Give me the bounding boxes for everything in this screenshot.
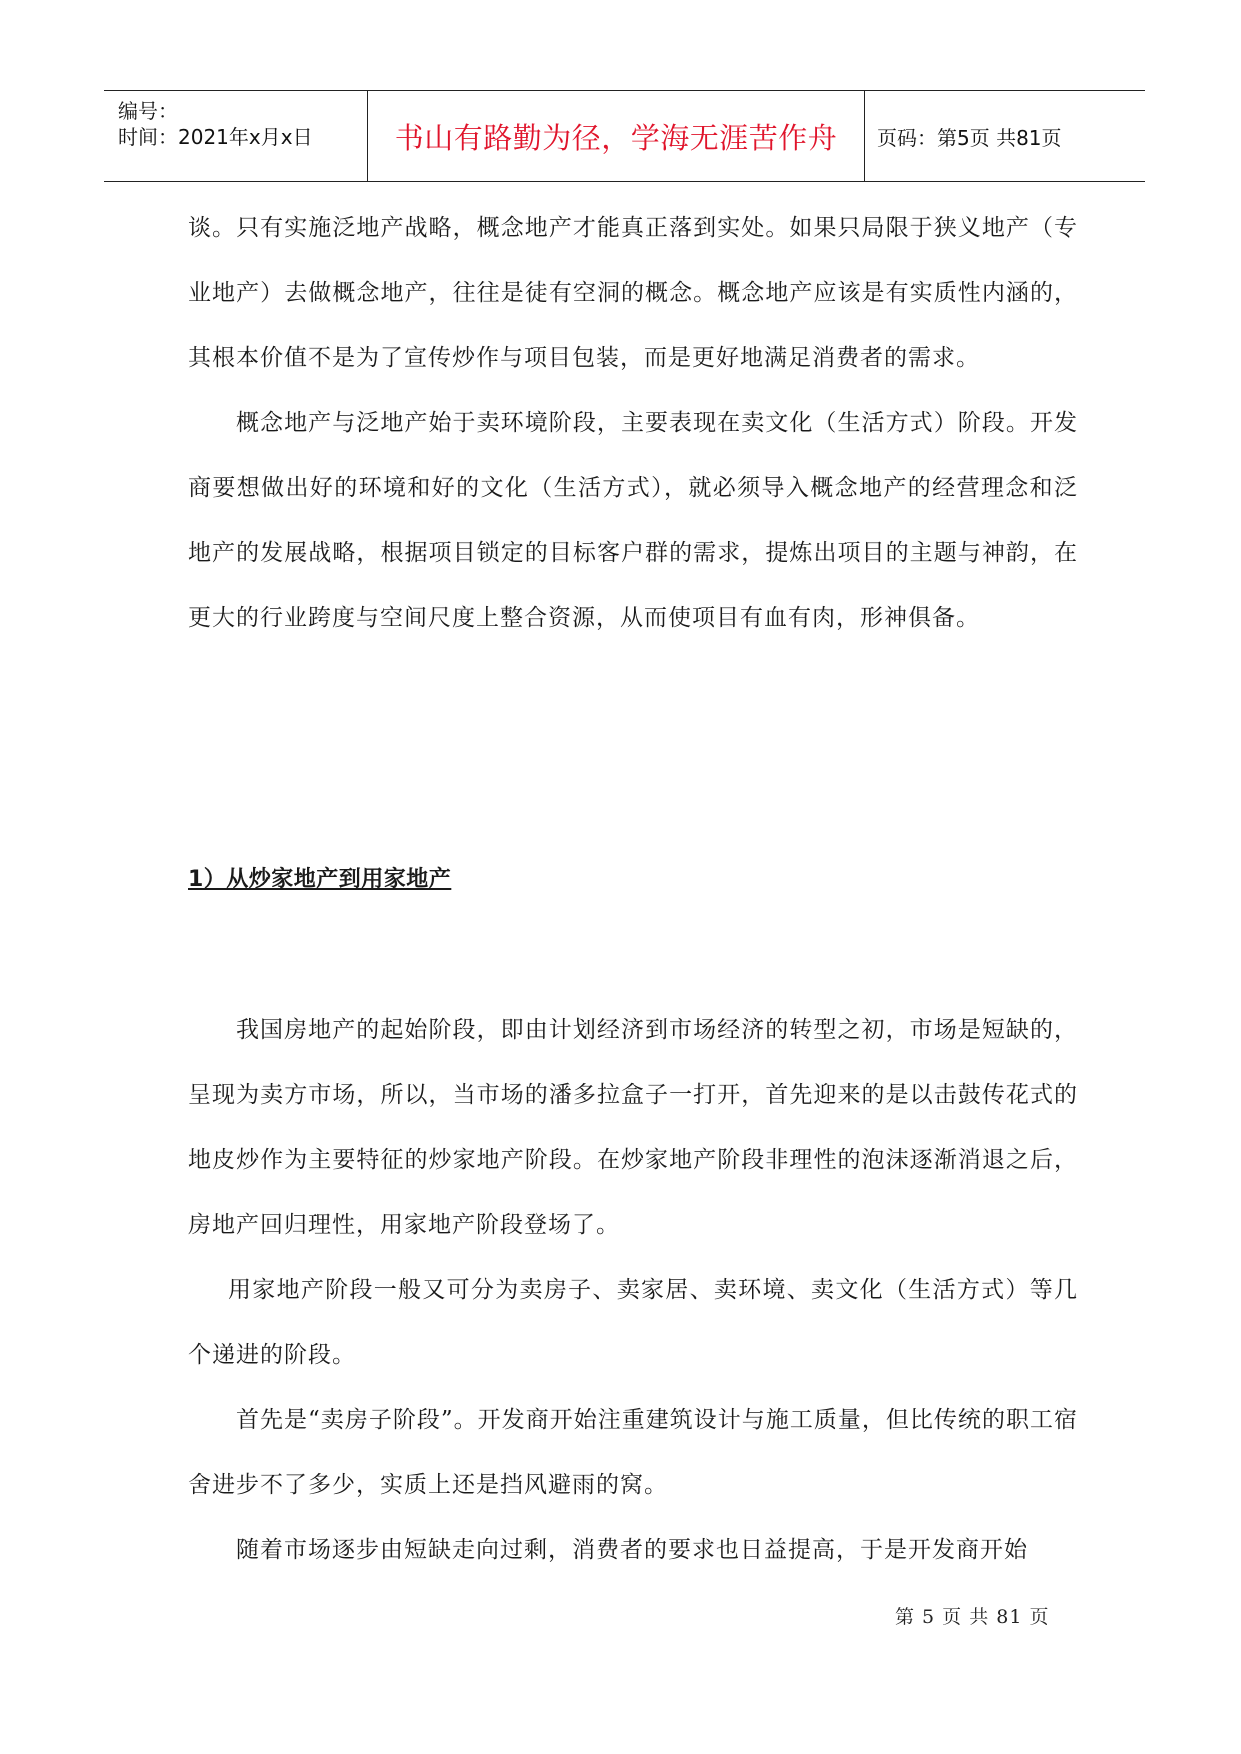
page-code-label: 页码：第5页 共81页 [877, 125, 1062, 150]
motto-text: 书山有路勤为径，学海无涯苦作舟 [394, 120, 838, 155]
section-heading [188, 862, 465, 893]
doc-number-label: 编号： [118, 99, 178, 123]
header-info-cell [104, 91, 368, 181]
paragraph: 我国房地产的起始阶段，即由计划经济到市场经济的转型之初，市场是短缺的，呈现为卖方市场，所以，当市场的潘多拉盒子一打开，首先迎来的是以击鼓传花式的地皮炒作为主要特征的炒家地产阶段。在炒家地产阶段非理性的泡沫逐渐消退之后，房地产回归理性，用家地产阶段登场了。 [188, 1017, 1078, 1238]
doc-time-label: 时间：2021年x月x日 [118, 125, 313, 149]
section-heading-text: 1）从炒家地产到用家地产 [188, 867, 452, 892]
document-header [104, 90, 1145, 182]
body-section-bottom [188, 998, 1078, 1583]
paragraph: 首先是“卖房子阶段”。开发商开始注重建筑设计与施工质量，但比传统的职工宿舍进步不了多少，实质上还是挡风避雨的窝。 [188, 1407, 1078, 1498]
paragraph: 随着市场逐步由短缺走向过剩，消费者的要求也日益提高，于是开发商开始 [236, 1537, 1028, 1563]
header-page-cell [865, 91, 1145, 181]
header-motto-cell [368, 91, 865, 181]
paragraph: 谈。只有实施泛地产战略，概念地产才能真正落到实处。如果只局限于狭义地产（专业地产）去做概念地产，往往是徒有空洞的概念。概念地产应该是有实质性内涵的，其根本价值不是为了宣传炒作与项目包装，而是更好地满足消费者的需求。 [188, 215, 1078, 371]
paragraph: 概念地产与泛地产始于卖环境阶段，主要表现在卖文化（生活方式）阶段。开发商要想做出好的环境和好的文化（生活方式），就必须导入概念地产的经营理念和泛地产的发展战略，根据项目锁定的目标客户群的需求，提炼出项目的主题与神韵，在更大的行业跨度与空间尺度上整合资源，从而使项目有血有肉，形神俱备。 [188, 410, 1078, 631]
page-footer: 第 5 页 共 81 页 [895, 1606, 1050, 1628]
body-section-top [188, 196, 1078, 651]
paragraph: 用家地产阶段一般又可分为卖房子、卖家居、卖环境、卖文化（生活方式）等几个递进的阶段。 [188, 1277, 1078, 1368]
